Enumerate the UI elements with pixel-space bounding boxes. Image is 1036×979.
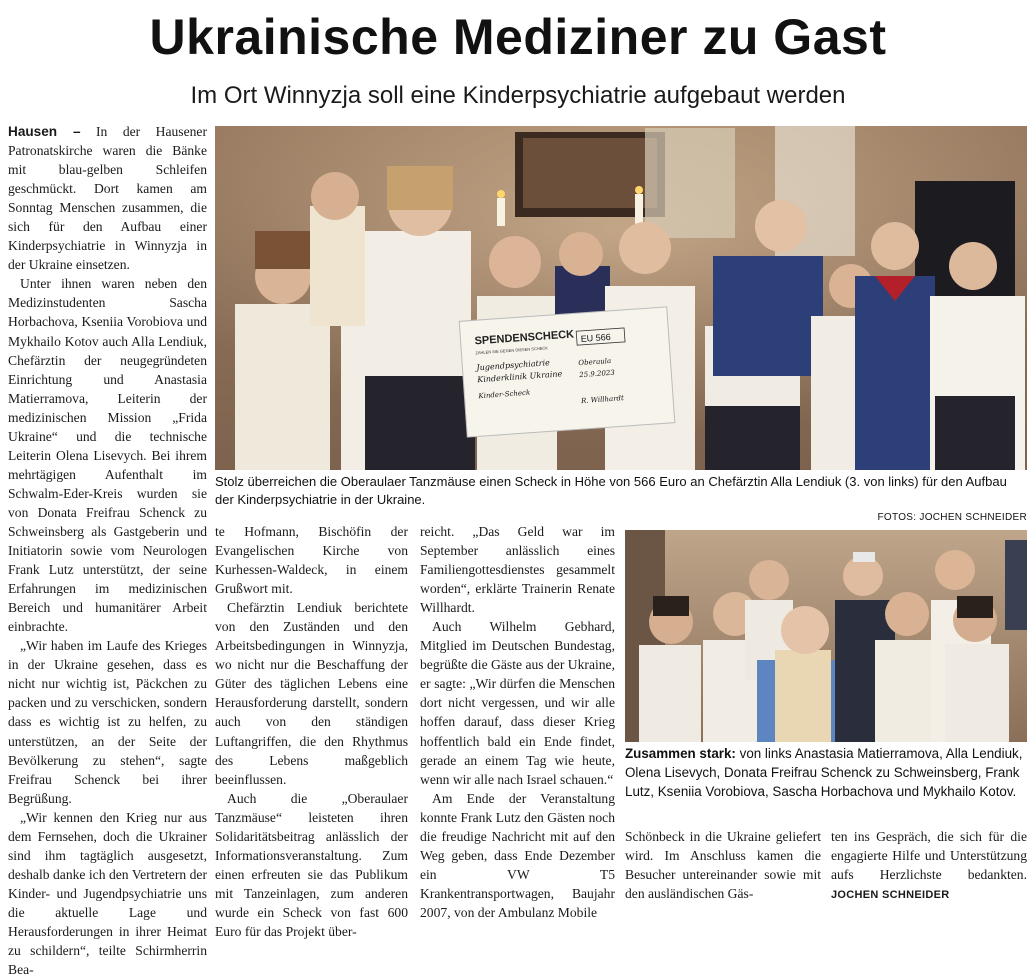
paragraph: Auch Wilhelm Gebhard, Mitglied im Deutschen Bundestag, begrüßte die Gäste aus der Ukraine, er sagte: „Wir dürfen die Menschen dort nicht vergessen, und wir alle hoffen darauf, dass dieser Krieg hoffentlich bald ein Ende findet, gerade an einem Tag wie heute, wenn wir alle nach Israel schauen.“ <box>420 619 615 787</box>
check-line: ZAHLEN SIE GEGEN DIESEN SCHECK <box>475 345 549 356</box>
caption-text: Stolz überreichen die Oberaulaer Tanzmäuse einen Scheck in Höhe von 566 Euro an Chefärztin Alla Lendiuk (3. von links) für den Aufbau der Kinderpsychiatrie in der Ukraine. <box>215 474 1007 507</box>
paragraph: „Wir haben im Laufe des Krieges in der Ukraine gesehen, dass es nicht nur wichtig ist, Päckchen zu packen und zu verschicken, sondern dass es wichtig ist zu helfen, zu unterstützen, an der Seite der Bevölkerung zu stehen“, sagte Freifrau Schenck bei ihrer Begrüßung. <box>8 638 207 806</box>
photo-check-handover-image <box>215 126 1027 470</box>
photo-group <box>625 530 1027 742</box>
photo-1-caption <box>215 473 1027 527</box>
column-1 <box>8 122 207 979</box>
paragraph: Schönbeck in die Ukraine geliefert wird. Im Anschluss kamen die Besucher untereinander sowie mit den ausländischen Gäs- <box>625 829 821 902</box>
column-2 <box>215 522 408 941</box>
paragraph: Chefärztin Lendiuk berichtete von den Zuständen und den Arbeitsbedingungen in Winnyzja, wo nicht nur die Beschaffung der Güter des täglichen Lebens eine Herausforderung darstellt, sondern auch von den ständigen Luftangriffen, die den Rhythmus des Lebens maßgeblich beeinflussen. <box>215 600 408 787</box>
paragraph: In der Hausener Patronatskirche waren die Bänke mit blau-gelben Schleifen geschmückt. Dort kamen am Sonntag Menschen zusammen, die sich für den Aufbau einer Kinderpsychiatrie in Winnyzja in der Ukraine einsetzen. <box>8 124 207 273</box>
paragraph: te Hofmann, Bischöfin der Evangelischen Kirche von Kurhessen-Waldeck, in einem Grußwort mit. <box>215 524 408 597</box>
check-amount: EU 566 <box>580 331 612 344</box>
caption-lead: Zusammen stark: <box>625 746 736 761</box>
author-byline: JOCHEN SCHNEIDER <box>831 889 950 902</box>
check-signer: Kinder-Scheck <box>478 388 531 401</box>
paragraph-text: ten ins Gespräch, die sich für die engagierte Hilfe und Unterstützung aufs Herzlichste bedankten. <box>831 829 1027 883</box>
dateline: Hausen – <box>8 124 81 139</box>
headline: Ukrainische Mediziner zu Gast <box>149 9 887 65</box>
check-recipient-1: Jugendpsychiatrie <box>476 358 551 373</box>
paragraph: reicht. „Das Geld war im September anlässlich eines Familiengottesdienstes gesammelt worden“, erklärte Trainerin Renate Willhardt. <box>420 524 615 616</box>
column-5 <box>831 827 1027 905</box>
photo-group-image <box>625 530 1027 742</box>
check-date: 25.9.2023 <box>578 368 616 380</box>
caption-text: von links Anastasia Matierramova, Alla Lendiuk, Olena Lisevych, Donata Freifrau Schenck zu Schweinsberg, Frank Lutz, Kseniia Vorobiova, Sascha Horbachova und Mykhailo Kotov. <box>625 746 1023 799</box>
check-recipient-2: Kinderklinik Ukraine <box>477 369 563 385</box>
paragraph <box>831 827 1027 905</box>
photo-credit: FOTOS: JOCHEN SCHNEIDER <box>877 512 1027 523</box>
photo-check-handover <box>215 126 1027 470</box>
paragraph: Auch die „Oberaulaer Tanzmäuse“ leisteten ihren Solidaritätsbeitrag anlässlich der Informationsveranstaltung. Zum einen erfreuten sie das Publikum mit Tanzeinlagen, zum anderen wurde ein Scheck von fast 600 Euro für das Projekt über- <box>215 790 408 939</box>
column-3 <box>420 522 615 922</box>
paragraph: „Wir kennen den Krieg nur aus dem Fernsehen, doch die Ukrainer sind ihm tagtäglich ausgesetzt, deshalb danke ich den Vertretern der Kinder- und Jugendpsychiatrie uns die aktuelle Lage und Herausforderungen in ihrer Heimat zu schildern“, teilte Schirmherrin Bea- <box>8 809 207 978</box>
column-4 <box>625 827 821 903</box>
check-signature: R. Willhardt <box>580 394 625 406</box>
subheadline: Im Ort Winnyzja soll eine Kinderpsychiatrie aufgebaut werden <box>190 82 846 109</box>
check-place: Oberaula <box>578 356 612 368</box>
donation-check <box>459 307 675 437</box>
photo-2-caption <box>625 744 1027 801</box>
check-title: SPENDENSCHECK <box>474 328 575 348</box>
paragraph: Am Ende der Veranstaltung konnte Frank Lutz den Gästen noch die freudige Nachricht mit auf den Weg geben, dass Ende Dezember ein VW T5 Krankentransportwagen, Baujahr 2007, von der Ambulanz Mobile <box>420 790 615 920</box>
paragraph: Unter ihnen waren neben den Medizinstudenten Sascha Horbachova, Kseniia Vorobiova und Mykhailo Kotov auch Alla Lendiuk, Chefärztin der neugegründeten Einrichtung und Anastasia Matierramova, Leiterin der medizinischen Mission „Frida Ukraine“ und die technische Leiterin Olena Lisevych. Bei ihrem mehrtägigen Aufenthalt im Schwalm-Eder-Kreis wurden sie von Donata Freifrau Schenck zu Schweinsberg als Gastgeberin und Initiatorin sowie vom Neurologen Frank Lutz unterstützt, der seine Erfahrungen im medizinischen Bereich und humanitärer Arbeit einbrachte. <box>8 276 207 635</box>
